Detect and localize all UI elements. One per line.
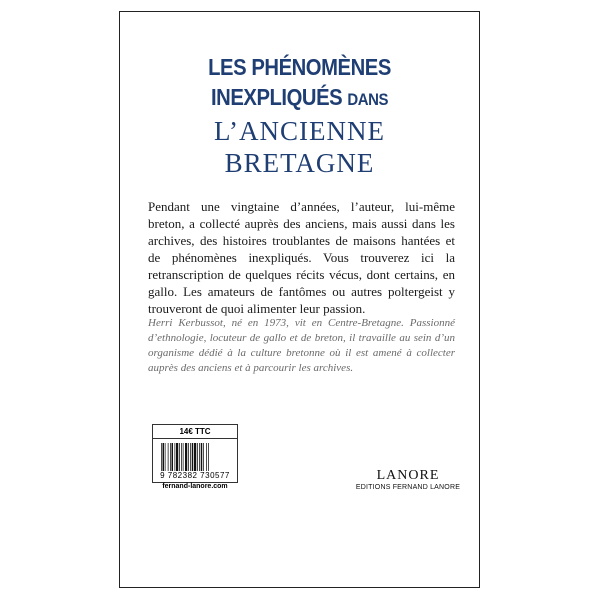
publisher-name: LANORE <box>376 468 440 483</box>
price-label: 14€ TTC <box>152 424 238 439</box>
isbn-barcode <box>152 438 238 483</box>
isbn-number: 9 782382 730577 <box>160 471 230 480</box>
publisher-subtitle: EDITIONS FERNAND LANORE <box>355 484 461 491</box>
author-bio: Herri Kerbussot, né en 1973, vit en Centre-Bretagne. Passionné d’ethnologie, locuteur de gallo et de breton, il travaille au sein d’un organisme dédié à la culture bretonne où il est amené à collecter auprès des anciens et à parcourir les archives. <box>148 317 455 374</box>
book-description: Pendant une vingtaine d’années, l’auteur, lui-même breton, a collecté auprès des anciens, mais aussi dans les archives, des histoires troublantes de maisons hantées et de phénomènes inexpliqués. Vous trouverez ici la retranscription de quelques récits vécus, dont certains, en gallo. Les amateurs de fantômes ou autres poltergeist y trouveront de quoi alimenter leur passion. <box>148 199 455 316</box>
publisher-website: fernand-lanore.com <box>162 483 228 490</box>
title-line-4: BRETAGNE <box>224 148 375 178</box>
book-title <box>120 52 479 179</box>
publisher-logo <box>348 469 468 493</box>
title-line-3: L’ANCIENNE <box>214 116 385 146</box>
title-line-2-main: INEXPLIQUÉS <box>210 84 348 110</box>
book-back-cover <box>119 11 480 588</box>
title-line-1: LES PHÉNOMÈNES <box>208 54 391 80</box>
title-line-2-small: DANS <box>347 90 389 109</box>
barcode-icon <box>161 443 231 471</box>
title-line-2 <box>142 82 458 115</box>
